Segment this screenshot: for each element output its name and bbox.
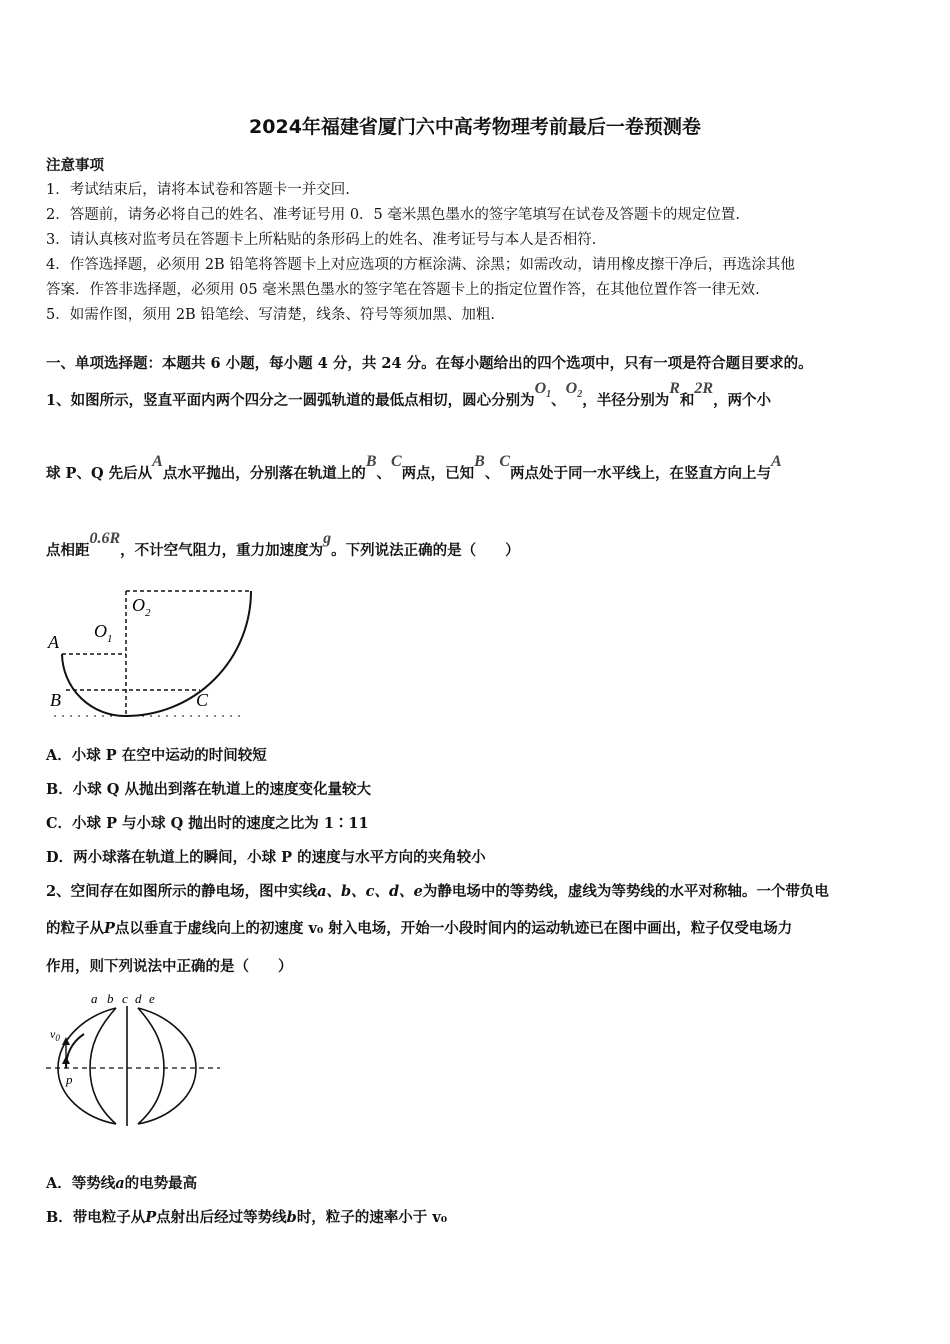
notice-item-1: 1．考试结束后，请将本试卷和答题卡一并交回. <box>46 182 350 198</box>
notice-heading: 注意事项 <box>46 157 104 174</box>
equipotential-d <box>138 1008 164 1124</box>
q1-text: 和 <box>679 392 695 409</box>
q1-line-1 <box>46 380 772 412</box>
label-b-line: b <box>107 991 114 1006</box>
q1-b: B <box>474 453 485 470</box>
q2-line-1 <box>46 880 829 901</box>
q1-o2 <box>565 380 583 401</box>
q2-line-3: 作用，则下列说法中正确的是（ ） <box>46 958 293 975</box>
label-v0-sub: 0 <box>55 1033 60 1043</box>
q1-c: C <box>390 453 402 470</box>
q1-option-a: A．小球 P 在空中运动的时间较短 <box>46 747 267 764</box>
q1-option-b: B．小球 Q 从抛出到落在轨道上的速度变化量较大 <box>46 781 371 798</box>
label-a-line: a <box>91 991 98 1006</box>
label-o2-sub: 2 <box>145 607 151 619</box>
q1-o2-letter: O <box>565 380 578 397</box>
q1-text: 1、如图所示，竖直平面内两个四分之一圆弧轨道的最低点相切，圆心分别为 <box>46 392 535 409</box>
q1-sep: 、 <box>551 392 566 409</box>
q2-opt-text: 点射出后经过等势线 <box>156 1209 287 1226</box>
q1-text: ，不计空气阻力，重力加速度为 <box>120 542 324 559</box>
q1-height: 0.6R <box>89 530 121 547</box>
q2-opt-text: A．等势线 <box>46 1175 116 1192</box>
q2-opt-text: B．带电粒子从 <box>46 1209 146 1226</box>
notice-item-5: 5．如需作图，须用 2B 铅笔绘、写清楚，线条、符号等须加黑、加粗. <box>46 307 495 323</box>
q1-o1 <box>534 380 552 401</box>
notice-item-4-cont: 答案．作答非选择题，必须用 05 毫米黑色墨水的签字笔在答题卡上的指定位置作答，在其他位置作答一律无效. <box>46 282 760 298</box>
q2-opt-var: b <box>286 1209 297 1226</box>
q1-sep: 、 <box>484 465 500 482</box>
q2-opt-var: a <box>115 1175 125 1192</box>
label-o1-sub: 1 <box>107 633 113 645</box>
notice-item-3: 3．请认真核对监考员在答题卡上所粘贴的条形码上的姓名、准考证号与本人是否相符. <box>46 232 597 248</box>
page-title: 2024年福建省厦门六中高考物理考前最后一卷预测卷 <box>249 116 701 138</box>
q1-text: ，两个小 <box>713 392 772 409</box>
q2-p: P <box>104 920 115 937</box>
q1-line-3 <box>46 530 520 560</box>
q1-text: 。下列说法正确的是（ ） <box>331 542 520 559</box>
q1-o1-sub: 1 <box>546 389 552 401</box>
label-o2 <box>132 595 151 619</box>
q2-text: 2、空间存在如图所示的静电场，图中实线 <box>46 883 318 900</box>
q2-line-2 <box>46 917 792 938</box>
q1-2r: 2R <box>694 380 714 397</box>
q2-opt-var: P <box>145 1209 157 1226</box>
small-arc <box>62 654 126 716</box>
label-c-line: c <box>122 991 128 1006</box>
label-c: C <box>196 690 209 710</box>
q1-text: ，半径分别为 <box>582 392 670 409</box>
q2-opt-text: 时，粒子的速率小于 v₀ <box>296 1209 448 1226</box>
label-o1-letter: O <box>94 621 107 641</box>
notice-item-2: 2．答题前，请务必将自己的姓名、准考证号用 0．5 毫米黑色墨水的签字笔填写在试卷及答题卡的规定位置. <box>46 207 740 223</box>
label-p: p <box>66 1072 73 1087</box>
q1-text: 两点处于同一水平线上，在竖直方向上与 <box>510 465 771 482</box>
notice-item-4: 4．作答选择题，必须用 2B 铅笔将答题卡上对应选项的方框涂满、涂黑；如需改动，请用橡皮擦干净后，再选涂其他 <box>46 257 795 273</box>
section-heading: 一、单项选择题：本题共 6 小题，每小题 4 分，共 24 分。在每小题给出的四个选项中，只有一项是符合题目要求的。 <box>46 355 813 372</box>
q1-b: B <box>365 453 377 470</box>
label-v0-letter: v <box>50 1027 56 1041</box>
q2-text: 为静电场中的等势线，虚线为等势线的水平对称轴。一个带负电 <box>422 883 829 900</box>
label-d-line: d <box>135 991 142 1006</box>
q1-option-c: C．小球 P 与小球 Q 抛出时的速度之比为 1∶11 <box>46 815 369 832</box>
q2-option-b <box>46 1206 447 1227</box>
label-b: B <box>50 690 61 710</box>
q1-text: 点相距 <box>46 542 90 559</box>
q1-r: R <box>669 380 680 397</box>
q2-option-a <box>46 1172 197 1193</box>
q2-text: 点以垂直于虚线向上的初速度 v₀ 射入电场，开始一小段时间内的运动轨迹已在图中画出，粒子仅受电场力 <box>114 920 793 937</box>
q1-g: g <box>323 530 332 547</box>
label-a: A <box>48 632 59 652</box>
q1-sep: 、 <box>376 465 391 482</box>
q2-figure <box>44 990 224 1130</box>
q1-option-d: D．两小球落在轨道上的瞬间，小球 P 的速度与水平方向的夹角较小 <box>46 849 486 866</box>
q2-opt-text: 的电势最高 <box>124 1175 198 1192</box>
label-e-line: e <box>149 991 155 1006</box>
q1-line-2 <box>46 453 782 483</box>
q1-text: 点水平抛出，分别落在轨道上的 <box>162 465 366 482</box>
label-o2-letter: O <box>132 595 145 615</box>
q1-c: C <box>499 453 510 470</box>
q1-text: 球 P、Q 先后从 <box>46 465 153 482</box>
equipotential-e <box>138 1008 196 1124</box>
label-o1 <box>94 621 113 645</box>
q2-vars: a、b、c、d、e <box>317 883 423 900</box>
q1-figure <box>44 580 264 725</box>
equipotential-b <box>90 1008 116 1124</box>
q1-text: 两点，已知 <box>401 465 475 482</box>
q2-text: 的粒子从 <box>46 920 104 937</box>
q1-o2-sub: 2 <box>577 389 583 401</box>
q1-a: A <box>771 453 782 470</box>
q1-o1-letter: O <box>534 380 547 397</box>
q1-a: A <box>152 453 163 470</box>
label-v0 <box>50 1027 60 1043</box>
